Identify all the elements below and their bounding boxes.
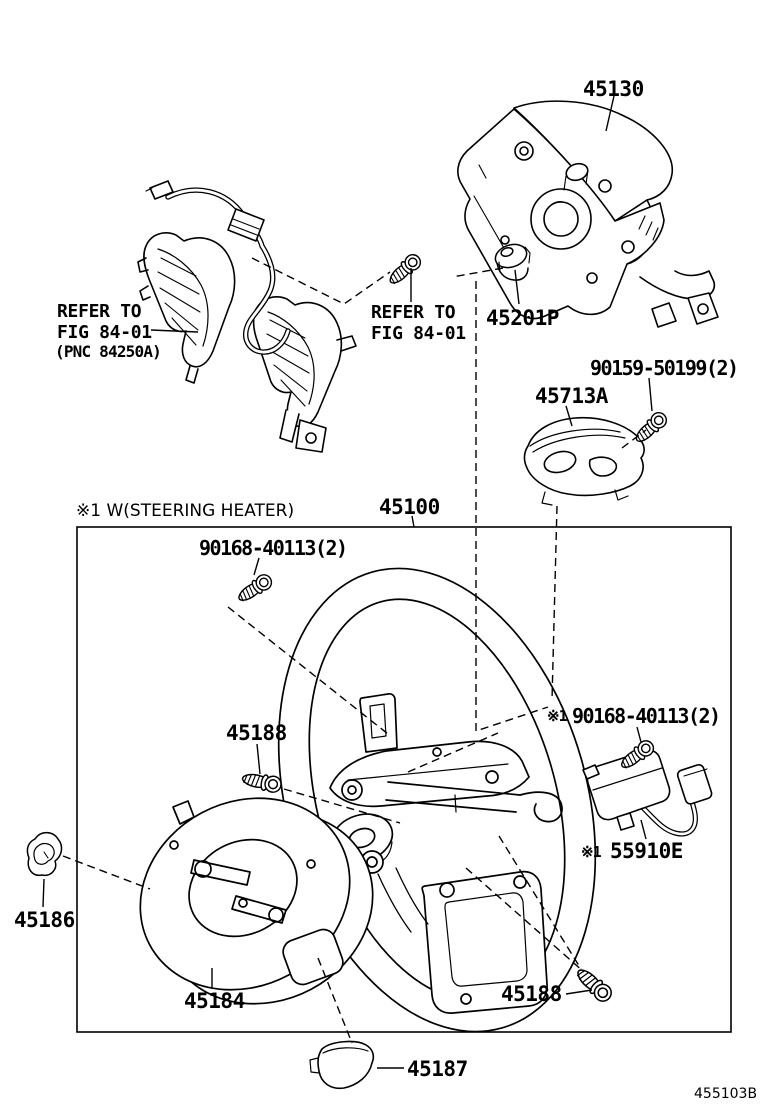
cover-45187-drawing <box>310 1042 373 1089</box>
switch-assembly-drawing <box>138 181 356 452</box>
refer-note-mid-line2: FIG 84-01 <box>371 323 466 344</box>
part-label-45130: 45130 <box>583 77 644 101</box>
heater-controller-drawing <box>583 750 713 834</box>
refer-note-left-line1: REFER TO <box>57 301 142 322</box>
part-label-45187: 45187 <box>407 1057 468 1081</box>
part-label-90168-40113-optional: 90168-40113(2) <box>572 704 720 728</box>
figure-code: 455103B <box>694 1086 758 1102</box>
screw-drawing-90168 <box>235 572 274 605</box>
part-label-90159-50199: 90159-50199(2) <box>590 356 738 380</box>
refer-note-left-line3: (PNC 84250A) <box>55 342 161 361</box>
screw-drawing-refer-fig <box>386 252 424 288</box>
part-label-45100: 45100 <box>379 495 440 519</box>
lower-cover-45713A-drawing <box>524 418 644 505</box>
refer-note-mid-line1: REFER TO <box>371 302 456 323</box>
part-label-45184: 45184 <box>184 989 245 1013</box>
part-label-55910E: 55910E <box>610 839 683 863</box>
option-mark-55910E: ※1 <box>581 843 601 861</box>
part-label-90168-40113: 90168-40113(2) <box>199 536 347 560</box>
part-label-45201P: 45201P <box>486 306 559 330</box>
refer-note-left-line2: FIG 84-01 <box>57 322 152 343</box>
part-label-45188-lower: 45188 <box>501 982 562 1006</box>
option-mark-90168: ※1 <box>547 707 567 725</box>
part-label-45186: 45186 <box>14 908 75 932</box>
screw-drawing-45188-upper <box>241 770 282 793</box>
screw-drawing-45188-lower <box>573 965 615 1005</box>
clip-45186-drawing <box>27 833 61 876</box>
part-label-45713A: 45713A <box>535 384 608 408</box>
airbag-module-drawing <box>458 101 718 330</box>
steering-heater-note: ※1 W(STEERING HEATER) <box>76 501 295 521</box>
screw-drawing-90159 <box>632 410 669 446</box>
part-label-45188-upper: 45188 <box>226 721 287 745</box>
